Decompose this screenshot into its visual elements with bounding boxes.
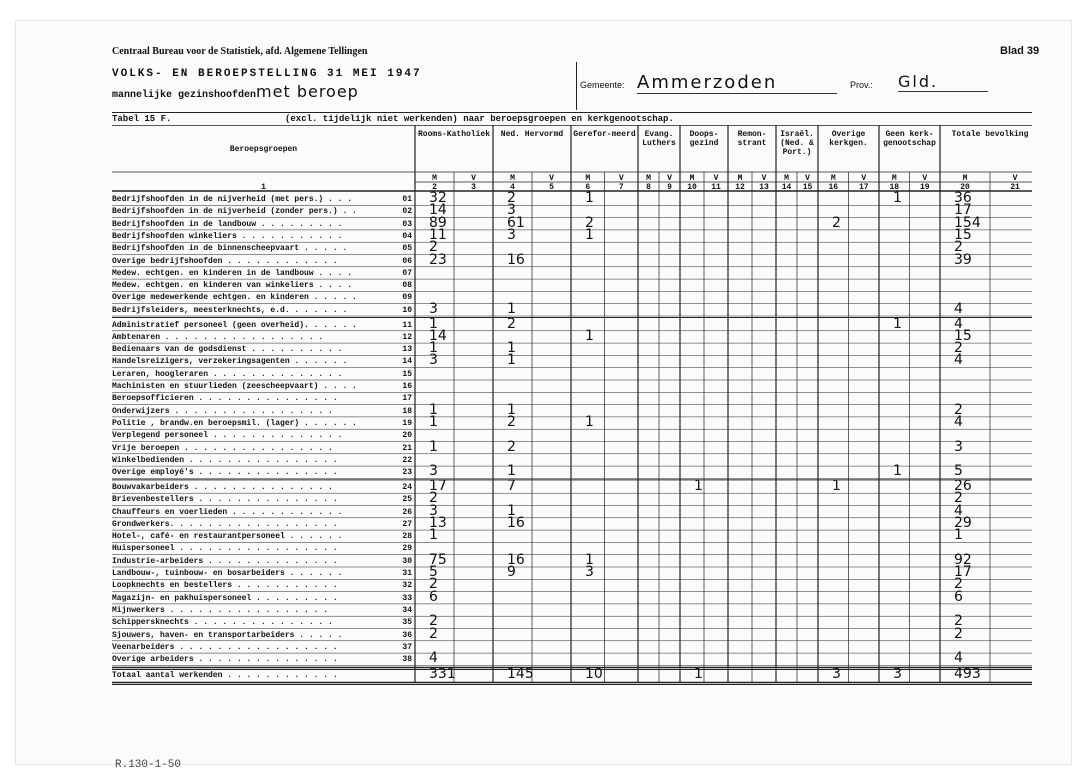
sheet-number: Blad 39: [1000, 45, 1040, 57]
row-label: Politie , brandw.en beroepsmil. (lager) . . . . . .: [112, 418, 357, 428]
cell-value: 89: [429, 214, 447, 231]
row-label: Loopknechts en bestellers . . . . . . . . . . .: [112, 581, 338, 591]
row-number: 26: [402, 507, 412, 517]
cell-value: 17: [954, 564, 972, 580]
mv-header: V: [761, 174, 767, 183]
column-header-group: Doops-gezind: [689, 130, 719, 148]
census-subtitle: [112, 82, 359, 101]
column-header-group: Geen kerk-genootschap: [883, 130, 936, 148]
cell-value: 14: [429, 202, 447, 219]
mv-header: M: [585, 174, 591, 183]
row-label: Verplegend personeel . . . . . . . . . . . . . .: [112, 431, 343, 441]
row-number: 16: [402, 382, 412, 391]
cell-value: 16: [507, 251, 525, 268]
row-label: Magazijn- en pakhuispersoneel . . . . . . . . .: [112, 593, 338, 603]
column-number: 20: [960, 183, 970, 192]
row-label: Brievenbestellers . . . . . . . . . . . . . . .: [112, 495, 338, 505]
cell-value: 2: [954, 340, 963, 357]
row-label: Handelsreizigers, verzekeringsagenten . . . . . .: [112, 357, 348, 367]
cell-value: 3: [429, 463, 438, 480]
column-header-group: Remon-strant: [737, 130, 767, 148]
row-label: Ambtenaren . . . . . . . . . . . . . . . . .: [112, 332, 324, 342]
column-header-group: Ned. Hervormd: [500, 130, 564, 139]
row-label: Onderwijzers . . . . . . . . . . . . . . . . .: [112, 406, 333, 416]
row-label: Bedrijfsleiders, meesterknechts, e.d. . . . . . .: [112, 305, 348, 315]
row-number: 21: [402, 443, 412, 453]
subtitle-printed: mannelijke gezinshoofden: [112, 90, 257, 101]
row-number: 35: [402, 618, 412, 628]
row-label: Vrije beroepen . . . . . . . . . . . . . . . .: [112, 443, 333, 453]
row-number: 01: [402, 195, 412, 204]
cell-value: 4: [954, 315, 963, 332]
column-number: 2: [432, 183, 437, 192]
cell-value: 2: [954, 401, 963, 418]
mv-header: M: [432, 174, 437, 183]
total-value: 493: [954, 666, 981, 683]
mv-header: M: [510, 174, 515, 183]
cell-value: 16: [507, 551, 525, 568]
column-number: 7: [618, 183, 624, 192]
row-label: Overige employé's . . . . . . . . . . . . . . .: [112, 468, 338, 478]
cell-value: 1: [694, 477, 703, 494]
cell-value: 3: [429, 352, 438, 369]
total-label: Totaal aantal werkenden . . . . . . . . . . . .: [112, 671, 338, 681]
column-number: 14: [781, 183, 792, 192]
cell-value: 1: [893, 315, 902, 332]
mv-header: V: [805, 174, 810, 183]
cell-value: 2: [507, 315, 516, 332]
header-divider: [576, 62, 577, 110]
row-number: 28: [402, 532, 412, 542]
mv-header: V: [1012, 174, 1018, 183]
cell-value: 4: [954, 650, 963, 667]
cell-value: 1: [507, 300, 516, 317]
row-number: 27: [402, 519, 412, 529]
cell-value: 2: [429, 613, 438, 630]
cell-value: 1: [429, 527, 438, 544]
row-number: 23: [402, 468, 412, 478]
cell-value: 15: [954, 327, 972, 344]
cell-value: 4: [954, 352, 963, 369]
column-number: 18: [889, 183, 900, 192]
cell-value: 61: [507, 214, 525, 231]
row-number: 19: [402, 418, 412, 428]
cell-value: 1: [832, 477, 841, 494]
column-number: 19: [919, 183, 930, 192]
column-number: 16: [828, 183, 839, 192]
row-label: Bouwvakarbeiders . . . . . . . . . . . . . . .: [112, 482, 333, 492]
cell-value: 1: [429, 340, 438, 357]
cell-value: 23: [429, 251, 447, 268]
row-label: Administratief personeel (geen overheid). . . . . .: [112, 320, 357, 330]
column-number: 10: [687, 183, 697, 192]
row-number: 29: [402, 544, 412, 554]
row-number: 34: [402, 605, 412, 615]
row-label: Winkelbedienden . . . . . . . . . . . . . . . .: [112, 455, 338, 465]
cell-value: 1: [585, 226, 594, 243]
cell-value: 4: [954, 300, 963, 317]
cell-value: 17: [429, 477, 447, 494]
cell-value: 1: [585, 413, 594, 430]
row-label: Bedienaars van de godsdienst . . . . . . . . . .: [112, 345, 343, 355]
cell-value: 1: [893, 190, 902, 206]
cell-value: 154: [954, 214, 981, 231]
column-number: 4: [510, 183, 515, 192]
cell-value: 1: [429, 438, 438, 455]
column-number: 8: [646, 183, 651, 192]
cell-value: 2: [429, 625, 438, 642]
organization-name: Centraal Bureau voor de Statistiek, afd. Algemene Tellingen: [112, 46, 368, 57]
cell-value: 1: [585, 190, 594, 206]
cell-value: 75: [429, 551, 447, 568]
cell-value: 15: [954, 226, 972, 243]
cell-value: 2: [507, 413, 516, 430]
cell-value: 4: [954, 413, 963, 430]
mv-header: V: [922, 174, 928, 183]
row-number: 14: [402, 357, 412, 367]
cell-value: 29: [954, 514, 972, 531]
cell-value: 2: [954, 576, 963, 593]
mv-header: M: [830, 174, 836, 183]
cell-value: 4: [429, 650, 438, 667]
row-label: Hotel-, café- en restaurantpersoneel . . . . . .: [112, 532, 343, 542]
cell-value: 2: [429, 490, 438, 507]
row-number: 36: [402, 630, 412, 640]
total-value: 331: [429, 666, 456, 683]
row-number: 07: [402, 268, 412, 278]
row-label: Bedrijfshoofden in de nijverheid (zonder pers.) . .: [112, 207, 357, 217]
total-value: 10: [585, 666, 603, 683]
row-label: Chauffeurs en voerlieden . . . . . . . . . . . .: [112, 507, 343, 517]
cell-value: 1: [507, 463, 516, 480]
row-number: 10: [402, 305, 412, 315]
row-label: Mijnwerkers . . . . . . . . . . . . . . . . .: [112, 605, 329, 615]
row-number: 37: [402, 642, 412, 652]
row-number: 32: [402, 581, 412, 591]
row-number: 31: [402, 569, 412, 578]
census-title: VOLKS- EN BEROEPSTELLING 31 MEI 1947: [112, 68, 422, 80]
row-label: Overige arbeiders . . . . . . . . . . . . . . .: [112, 655, 338, 665]
cell-value: 39: [954, 251, 972, 268]
row-number: 25: [402, 495, 412, 505]
cell-value: 5: [429, 564, 438, 580]
column-header-group: Totale bevolking: [951, 130, 1029, 139]
cell-value: 2: [429, 239, 438, 256]
column-number: 21: [1010, 183, 1020, 192]
cell-value: 13: [429, 514, 447, 531]
total-value: 3: [832, 666, 841, 683]
cell-value: 9: [507, 564, 516, 580]
column-number: 1: [261, 183, 266, 192]
row-number: 20: [402, 431, 412, 441]
row-label: Medew. echtgen. en kinderen in de landbouw . . . .: [112, 268, 353, 278]
cell-value: 14: [429, 327, 447, 344]
cell-value: 17: [954, 202, 972, 219]
table-subtitle: (excl. tijdelijk niet werkenden) naar beroepsgroepen en kerkgenootschap.: [285, 114, 674, 124]
row-number: 09: [402, 293, 412, 303]
mv-header: V: [471, 174, 476, 183]
gemeente-value: Ammerzoden: [637, 72, 837, 94]
column-header-group: Evang. Luthers: [642, 130, 676, 148]
row-number: 13: [402, 345, 412, 355]
form-code: R.130-1-50: [115, 759, 182, 771]
cell-value: 3: [429, 300, 438, 317]
cell-value: 1: [954, 527, 963, 544]
row-number: 11: [402, 320, 412, 330]
cell-value: 1: [585, 551, 594, 568]
cell-value: 36: [954, 190, 972, 206]
cell-value: 2: [954, 239, 963, 256]
row-label: Huispersoneel . . . . . . . . . . . . . . . . .: [112, 544, 338, 554]
row-label: Veenarbeiders . . . . . . . . . . . . . . . . .: [112, 642, 338, 652]
row-number: 03: [402, 219, 412, 229]
mv-header: M: [646, 174, 651, 183]
mv-header: V: [618, 174, 624, 183]
cell-value: 1: [585, 327, 594, 344]
column-number: 17: [858, 183, 869, 192]
row-label: Schippersknechts . . . . . . . . . . . . . . .: [112, 618, 333, 628]
row-label: Grondwerkers. . . . . . . . . . . . . . . . . .: [112, 519, 338, 529]
column-number: 13: [759, 183, 769, 192]
row-number: 33: [402, 593, 412, 603]
row-label: Industrie-arbeiders . . . . . . . . . . . . . .: [112, 556, 338, 566]
row-number: 08: [402, 281, 412, 291]
column-header-group: Rooms-Katholiek: [417, 130, 490, 139]
cell-value: 11: [429, 226, 447, 243]
cell-value: 1: [429, 401, 438, 418]
cell-value: 3: [507, 226, 516, 243]
cell-value: 6: [954, 588, 963, 605]
row-label: Overige bedrijfshoofden . . . . . . . . . . . .: [112, 256, 338, 266]
total-value: 1: [694, 666, 703, 683]
mv-header: M: [737, 174, 743, 183]
column-header-beroepsgroepen: Beroepsgroepen: [229, 145, 298, 154]
cell-value: 2: [954, 613, 963, 630]
cell-value: 1: [429, 315, 438, 332]
row-label: Bedrijfshoofden in de landbouw . . . . . . . . .: [112, 219, 343, 229]
column-number: 11: [711, 183, 721, 192]
column-number: 9: [667, 183, 672, 192]
row-number: 06: [402, 256, 412, 266]
cell-value: 2: [429, 576, 438, 593]
total-value: 145: [507, 666, 534, 683]
cell-value: 6: [429, 588, 438, 605]
row-label: Bedrijfshoofden in de nijverheid (met pers.) . . .: [112, 195, 353, 204]
cell-value: 92: [954, 551, 972, 568]
header-rule: [112, 112, 1032, 113]
cell-value: 2: [507, 190, 516, 206]
row-number: 12: [402, 332, 412, 342]
row-label: Beroepsofficieren . . . . . . . . . . . . . . .: [112, 394, 338, 404]
cell-value: 3: [585, 564, 594, 580]
column-number: 15: [802, 183, 813, 192]
mv-header: M: [962, 174, 968, 183]
cell-value: 1: [507, 340, 516, 357]
row-number: 30: [402, 556, 412, 566]
subtitle-handwritten: met beroep: [256, 82, 359, 101]
province-label: Prov.:: [850, 80, 873, 90]
column-number: 6: [585, 183, 591, 192]
cell-value: 2: [832, 214, 841, 231]
cell-value: 2: [954, 625, 963, 642]
cell-value: 1: [507, 502, 516, 519]
row-label: Bedrijfshoofden in de binnenscheepvaart . . . . .: [112, 244, 348, 254]
cell-value: 3: [507, 202, 516, 219]
row-label: Medew. echtgen. en kinderen van winkeliers . . . .: [112, 281, 353, 291]
province-value: Gld.: [898, 72, 988, 92]
column-number: 12: [735, 183, 745, 192]
row-number: 02: [402, 207, 412, 217]
cell-value: 16: [507, 514, 525, 531]
mv-header: V: [549, 174, 554, 183]
cell-value: 1: [507, 401, 516, 418]
cell-value: 3: [429, 502, 438, 519]
mv-header: V: [667, 174, 672, 183]
table-number: Tabel 15 F.: [112, 114, 172, 124]
cell-value: 1: [429, 413, 438, 430]
cell-value: 1: [893, 463, 902, 480]
row-number: 38: [402, 655, 412, 665]
column-header-group: Gerefor-meerd: [573, 130, 636, 139]
row-label: Overige medewerkende echtgen. en kinderen . . . . .: [112, 293, 357, 303]
row-number: 18: [402, 406, 412, 416]
mv-header: V: [861, 174, 867, 183]
row-label: Leraren, hoogleraren . . . . . . . . . . . . . .: [112, 369, 343, 379]
mv-header: M: [689, 174, 695, 183]
cell-value: 3: [954, 438, 963, 455]
cell-value: 2: [954, 490, 963, 507]
mv-header: M: [891, 174, 897, 183]
mv-header: M: [784, 174, 789, 183]
row-label: Bedrijfshoofden winkeliers . . . . . . . . . . .: [112, 231, 343, 241]
row-number: 05: [402, 244, 412, 254]
row-number: 22: [402, 455, 412, 465]
column-number: 3: [471, 183, 476, 192]
cell-value: 2: [585, 214, 594, 231]
column-header-group: Israël. (Ned. & Port.): [780, 130, 814, 157]
row-number: 04: [402, 231, 412, 241]
mv-header: V: [713, 174, 719, 183]
row-label: Sjouwers, haven- en transportarbeiders . . . . .: [112, 630, 343, 640]
column-header-group: Overige kerkgen.: [829, 130, 868, 148]
row-number: 17: [402, 394, 412, 404]
row-number: 24: [402, 482, 412, 492]
row-label: Machinisten en stuurlieden (zeescheepvaart) . . . .: [112, 382, 357, 391]
census-sheet: [15, 20, 1072, 771]
gemeente-label: Gemeente:: [580, 80, 625, 90]
cell-value: 32: [429, 190, 447, 206]
cell-value: 5: [954, 463, 963, 480]
row-number: 15: [402, 369, 412, 379]
total-value: 3: [893, 666, 902, 683]
cell-value: 26: [954, 477, 972, 494]
cell-value: 7: [507, 477, 516, 494]
cell-value: 1: [507, 352, 516, 369]
column-number: 5: [549, 183, 554, 192]
row-label: Landbouw-, tuinbouw- en bosarbeiders . . . . . .: [112, 569, 343, 578]
data-table: [112, 125, 1032, 761]
cell-value: 4: [954, 502, 963, 519]
cell-value: 2: [507, 438, 516, 455]
